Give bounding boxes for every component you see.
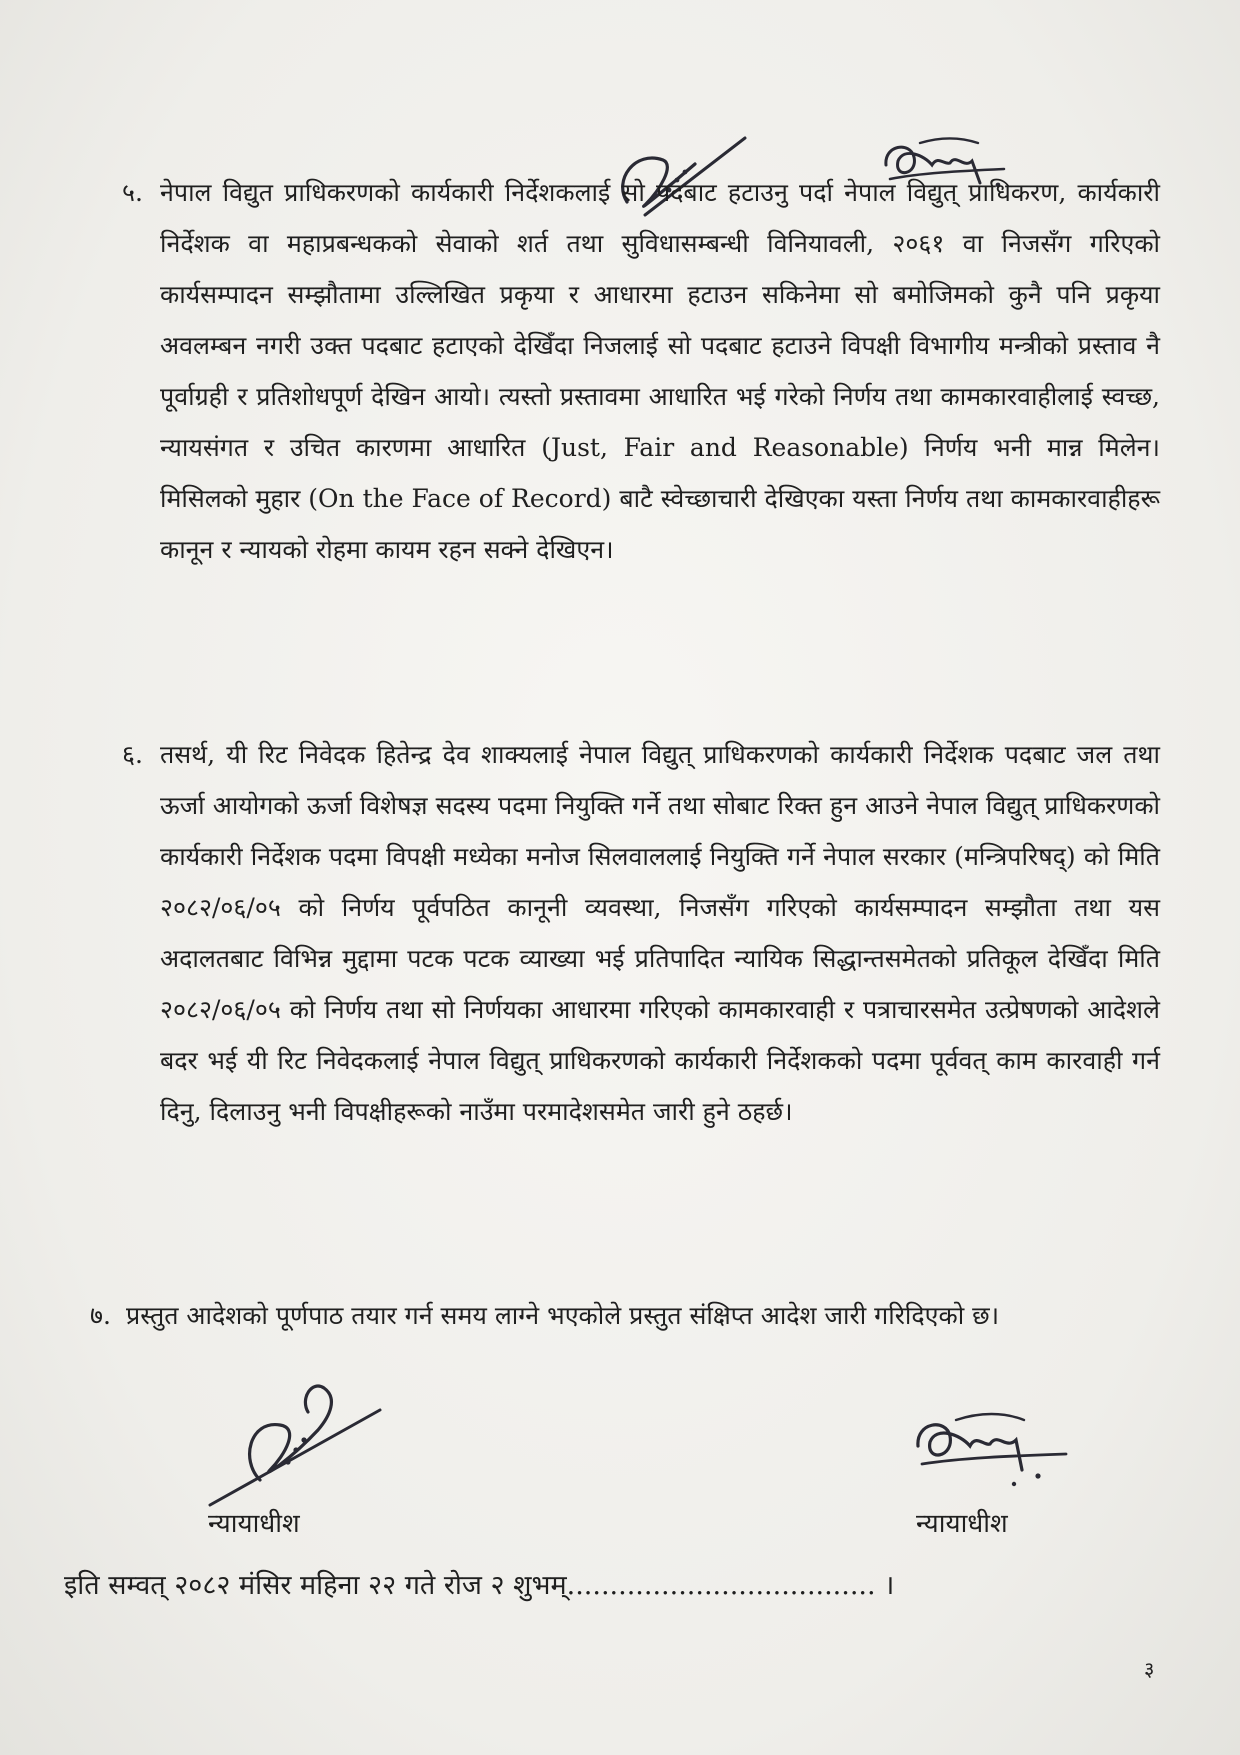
judge-label-left: न्यायाधीश xyxy=(208,1509,300,1539)
paragraph-text: तसर्थ, यी रिट निवेदक हितेन्द्र देव शाक्यलाई नेपाल विद्युत् प्राधिकरणको कार्यकारी निर्देशक पदबाट जल तथा ऊर्जा आयोगको ऊर्जा विशेषज्ञ सदस्य पदमा नियुक्ति गर्ने तथा सोबाट रिक्त हुन आउने नेपाल विद्युत् प्राधिकरणको कार्यकारी निर्देशक पदमा विपक्षी मध्येका मनोज सिलवाललाई नियुक्ति गर्ने नेपाल सरकार (मन्त्रिपरिषद्) को मिति २०८२/०६/०५ को निर्णय पूर्वपठित कानूनी व्यवस्था, निजसँग गरिएको कार्यसम्पादन सम्झौता तथा यस अदालतबाट विभिन्न मुद्दामा पटक पटक व्याख्या भई प्रतिपादित न्यायिक सिद्धान्तसमेतको प्रतिकूल देखिँदा मिति २०८२/०६/०५ को निर्णय तथा सो निर्णयका आधारमा गरिएको कामकारवाही र पत्राचारसमेत उत्प्रेषणको आदेशले बदर भई यी रिट निवेदकलाई नेपाल विद्युत् प्राधिकरणको कार्यकारी निर्देशकको पदमा पूर्ववत् काम कारवाही गर्न दिनु, दिलाउनु भनी विपक्षीहरूको नाउँमा परमादेशसमेत जारी हुने ठहर्छ। xyxy=(160,740,1160,1126)
faint-watermark xyxy=(20,340,55,760)
paragraph-5 xyxy=(122,167,1160,575)
paragraph-text: प्रस्तुत आदेशको पूर्णपाठ तयार गर्न समय लाग्ने भएकोले प्रस्तुत संक्षिप्त आदेश जारी गरिदिएको छ। xyxy=(126,1301,1000,1330)
paragraph-6 xyxy=(122,729,1160,1137)
paragraph-number: ७. xyxy=(90,1301,111,1330)
closing-date-line: इति सम्वत् २०८२ मंसिर महिना २२ गते रोज २ शुभम्.................................... । xyxy=(64,1570,895,1601)
paragraph-number: ५. xyxy=(122,178,143,207)
bottom-left-signature xyxy=(200,1370,390,1510)
bottom-right-signature xyxy=(910,1410,1070,1500)
judge-label-right: न्यायाधीश xyxy=(916,1509,1008,1539)
paragraph-number: ६. xyxy=(122,740,143,769)
paragraph-text: नेपाल विद्युत प्राधिकरणको कार्यकारी निर्देशकलाई सो पदबाट हटाउनु पर्दा नेपाल विद्युत् प्राधिकरण, कार्यकारी निर्देशक वा महाप्रबन्धकको सेवाको शर्त तथा सुविधासम्बन्धी विनियावली, २०६१ वा निजसँग गरिएको कार्यसम्पादन सम्झौतामा उल्लिखित प्रकृया र आधारमा हटाउन सकिनेमा सो बमोजिमको कुनै पनि प्रकृया अवलम्बन नगरी उक्त पदबाट हटाएको देखिँदा निजलाई सो पदबाट हटाउने विपक्षी विभागीय मन्त्रीको प्रस्ताव नै पूर्वाग्रही र प्रतिशोधपूर्ण देखिन आयो। त्यस्तो प्रस्तावमा आधारित भई गरेको निर्णय तथा कामकारवाहीलाई स्वच्छ, न्यायसंगत र उचित कारणमा आधारित (Just, Fair and Reasonable) निर्णय भनी मान्न मिलेन। मिसिलको मुहार (On the Face of Record) बाटै स्वेच्छाचारी देखिएका यस्ता निर्णय तथा कामकारवाहीहरू कानून र न्यायको रोहमा कायम रहन सक्ने देखिएन। xyxy=(160,178,1160,564)
page-number: ३ xyxy=(1144,1657,1155,1681)
paragraph-7 xyxy=(90,1290,1176,1341)
